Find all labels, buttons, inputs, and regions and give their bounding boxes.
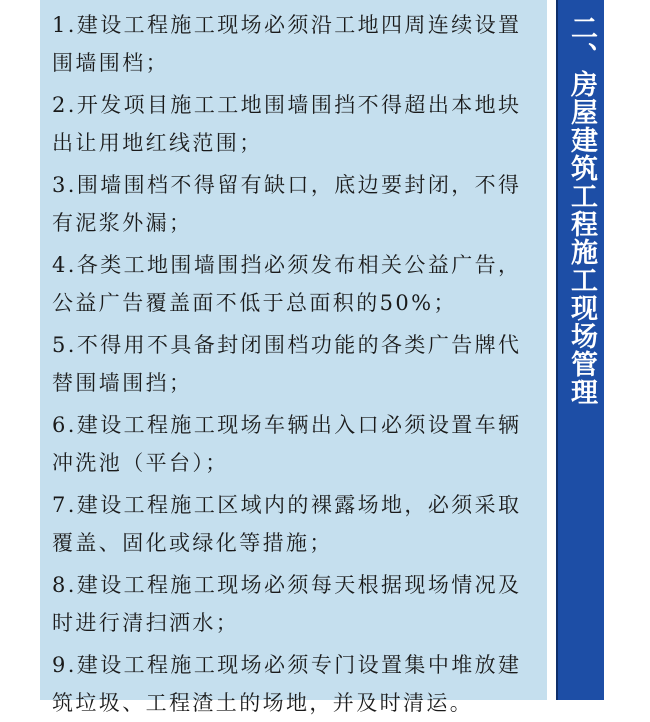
section-title: 二、房屋建筑工程施工现场管理 bbox=[566, 14, 597, 406]
regulation-item-4: 4.各类工地围墙围挡必须发布相关公益广告，公益广告覆盖面不低于总面积的50%； bbox=[52, 253, 522, 315]
regulation-item-3: 3.围墙围档不得留有缺口，底边要封闭，不得有泥浆外漏； bbox=[52, 173, 522, 235]
regulation-item-8: 8.建设工程施工现场必须每天根据现场情况及时进行清扫洒水； bbox=[52, 573, 522, 635]
regulation-item-1: 1.建设工程施工现场必须沿工地四周连续设置围墙围档； bbox=[52, 13, 522, 75]
regulations-panel bbox=[40, 0, 547, 715]
section-sidebar bbox=[556, 0, 604, 700]
regulation-item-7: 7.建设工程施工区域内的裸露场地，必须采取覆盖、固化或绿化等措施； bbox=[52, 493, 522, 555]
regulation-item-5: 5.不得用不具备封闭围档功能的各类广告牌代替围墙围挡； bbox=[52, 333, 522, 395]
regulation-item-9: 9.建设工程施工现场必须专门设置集中堆放建筑垃圾、工程渣土的场地，并及时清运。 bbox=[52, 653, 522, 715]
regulation-item-6: 6.建设工程施工现场车辆出入口必须设置车辆冲洗池（平台）； bbox=[52, 413, 522, 475]
regulation-item-2: 2.开发项目施工工地围墙围挡不得超出本地块出让用地红线范围； bbox=[52, 93, 522, 155]
